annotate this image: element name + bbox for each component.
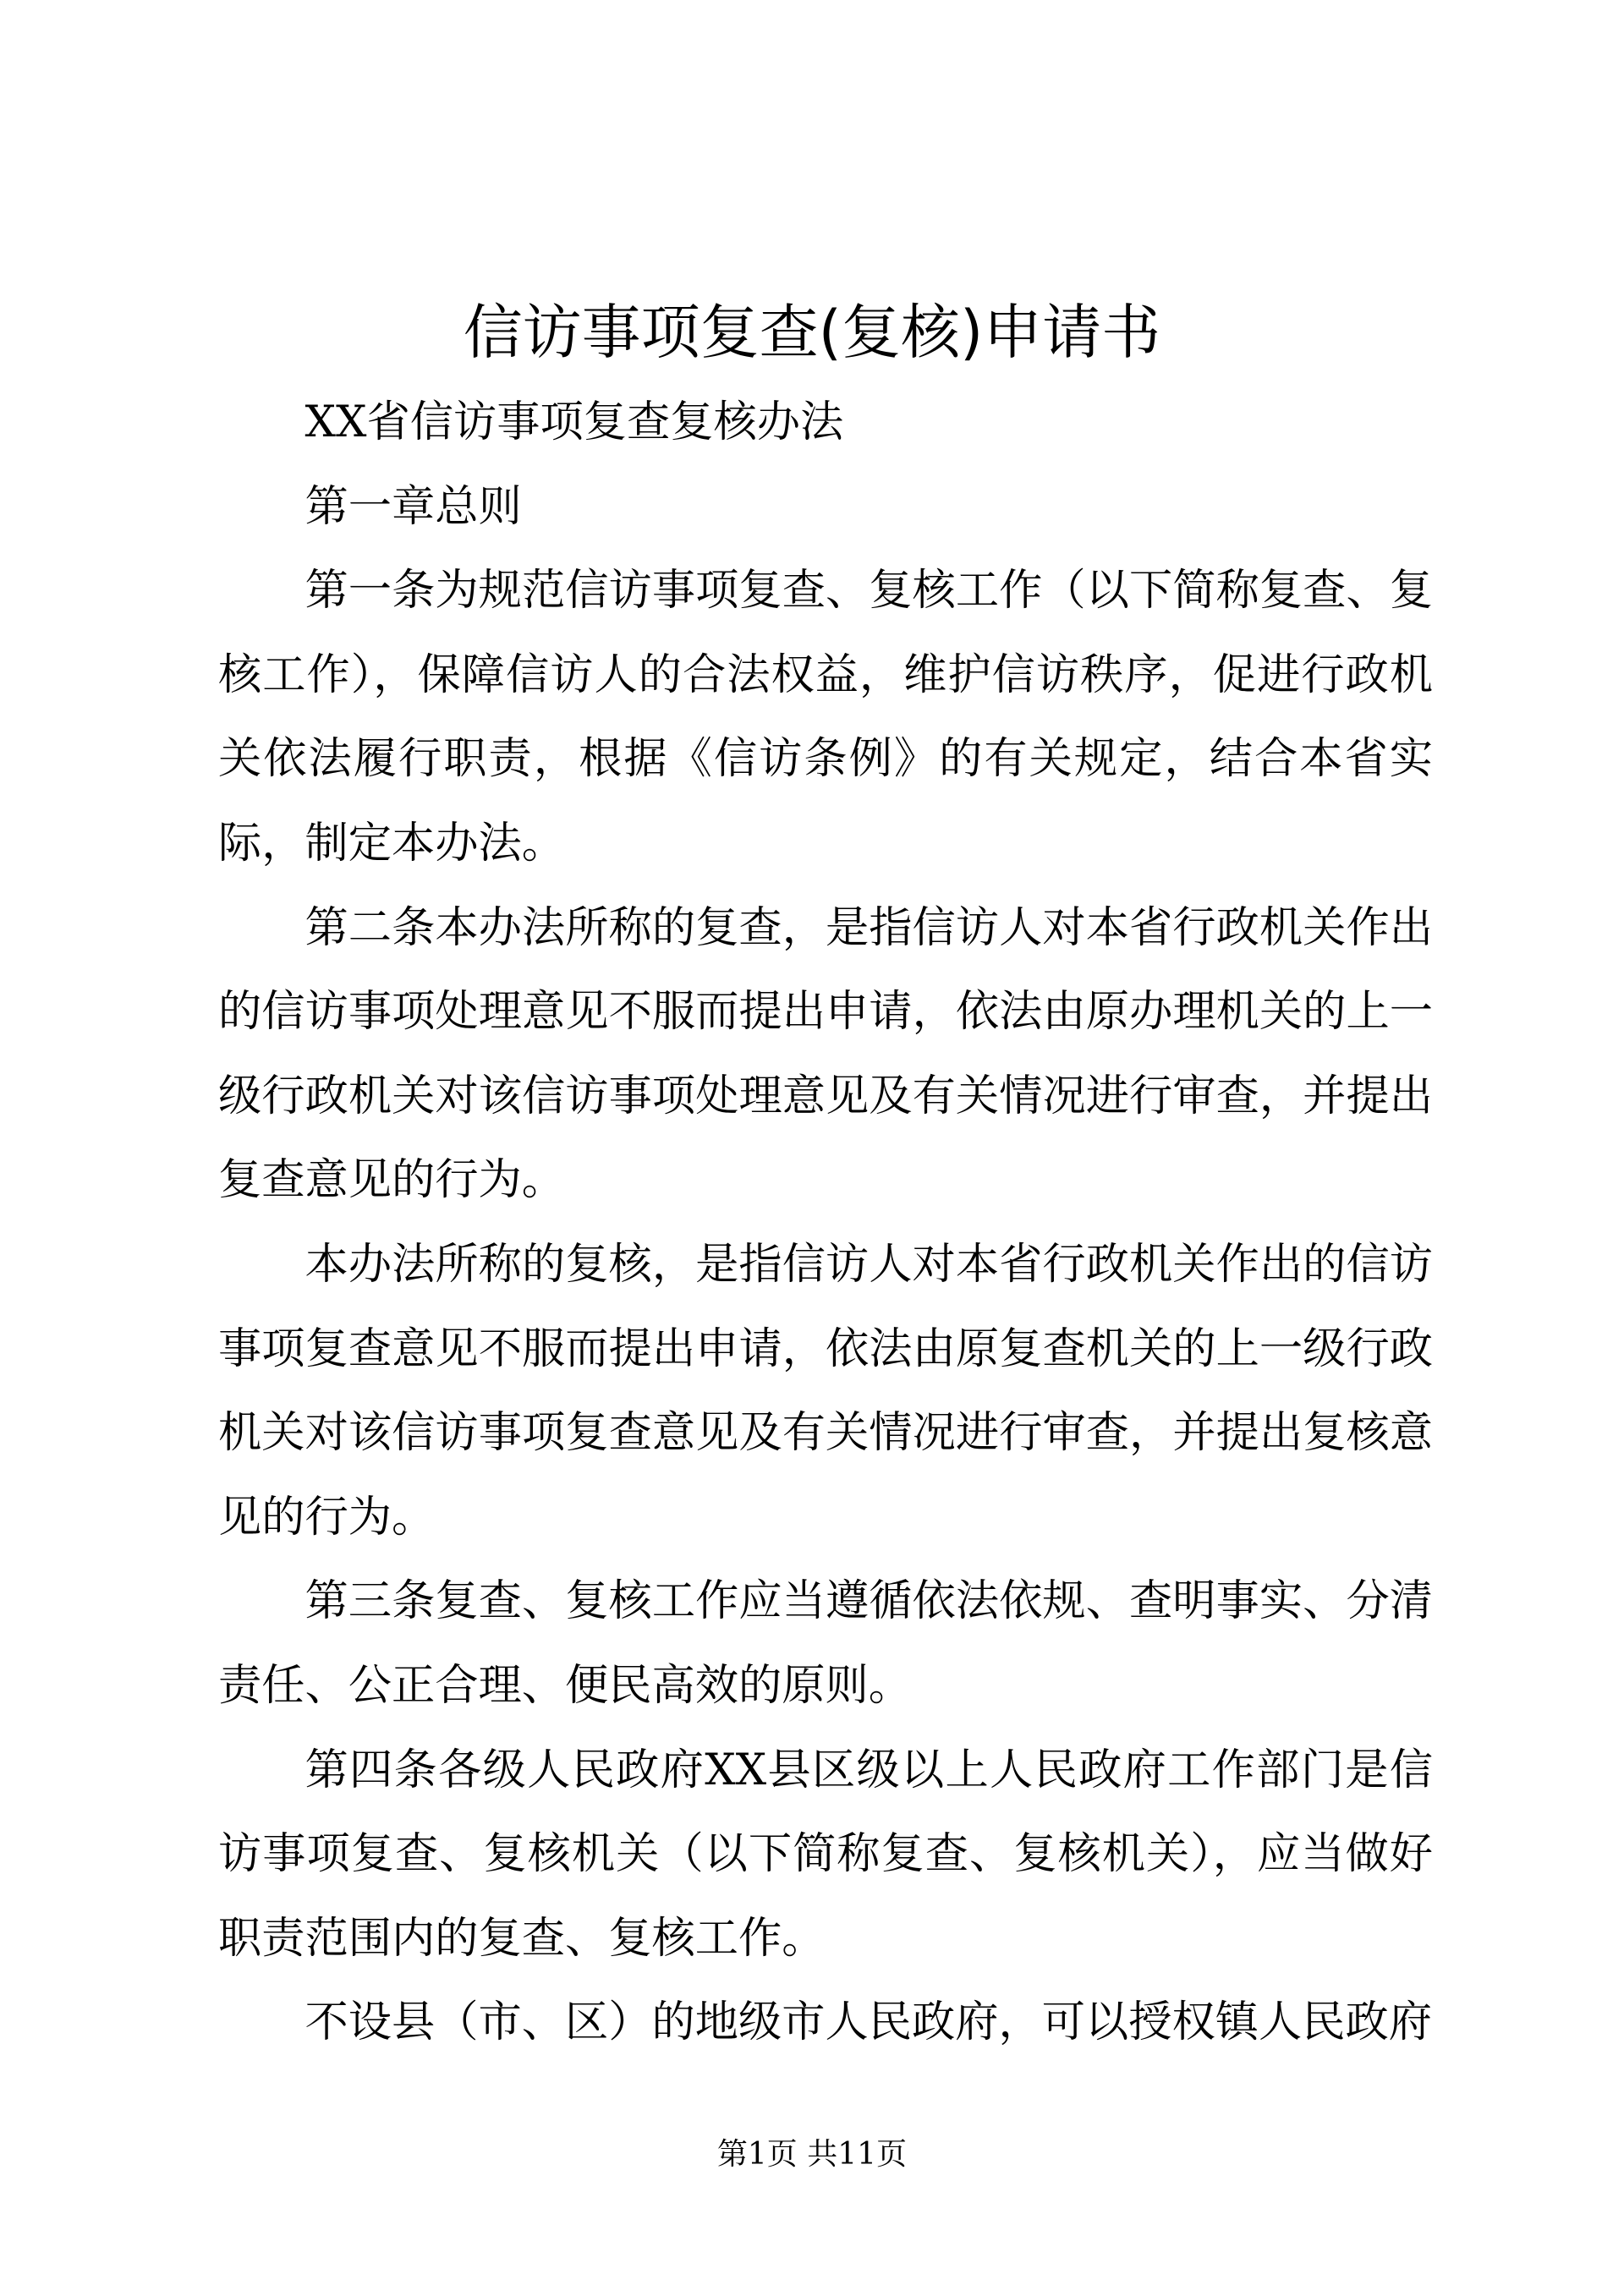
- paragraph: 第一条为规范信访事项复查、复核工作（以下简称复查、复核工作），保障信访人的合法权益，维护信访秩序，促进行政机关依法履行职责，根据《信访条例》的有关规定，结合本省实际，制定本办法。: [218, 565, 1433, 869]
- paragraph: 第四条各级人民政府XX县区级以上人民政府工作部门是信访事项复查、复核机关（以下简称复查、复核机关），应当做好职责范围内的复查、复核工作。: [218, 1744, 1433, 1964]
- page-footer: 第1页 共11页: [716, 2137, 908, 2172]
- paragraph: 第三条复查、复核工作应当遵循依法依规、查明事实、分清责任、公正合理、便民高效的原则。: [218, 1575, 1433, 1711]
- document-body: [218, 381, 1433, 2065]
- paragraph-chapter: 第一章总则: [304, 480, 522, 532]
- paragraph: 本办法所称的复核，是指信访人对本省行政机关作出的信访事项复查意见不服而提出申请，依法由原复查机关的上一级行政机关对该信访事项复查意见及有关情况进行审查，并提出复核意见的行为。: [218, 1238, 1433, 1543]
- document-title: 信访事项复查(复核)申请书: [463, 298, 1161, 367]
- paragraph: 不设县（市、区）的地级市人民政府，可以授权镇人民政府: [304, 1997, 1432, 2048]
- paragraph-heading: XX省信访事项复查复核办法: [304, 397, 844, 447]
- paragraph: 第二条本办法所称的复查，是指信访人对本省行政机关作出的信访事项处理意见不服而提出申请，依法由原办理机关的上一级行政机关对该信访事项处理意见及有关情况进行审查，并提出复查意见的行为。: [218, 901, 1433, 1206]
